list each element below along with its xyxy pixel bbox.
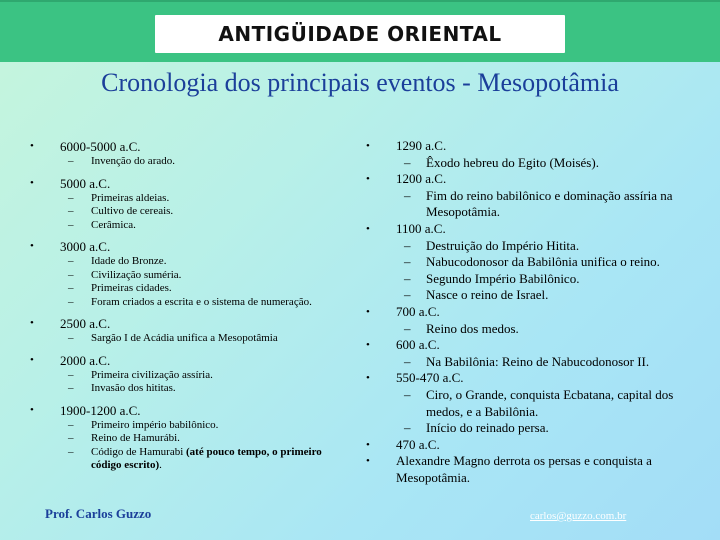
dash-icon: – [404, 187, 411, 203]
dash-icon: – [404, 237, 411, 253]
bullet-icon: • [366, 222, 370, 235]
bullet-icon: • [30, 317, 34, 329]
dash-icon: – [68, 368, 74, 381]
dash-icon: – [68, 295, 74, 308]
dash-icon: – [68, 205, 74, 217]
timeline-date: 2000 a.C. [60, 352, 111, 368]
timeline-date: 5000 a.C. [60, 175, 111, 191]
timeline-item [30, 402, 350, 473]
dash-icon: – [68, 218, 74, 231]
bullet-icon: • [30, 176, 34, 189]
timeline-sub: – Ciro, o Grande, conquista Ecbatana, capital dos medos, e a Babilônia. [404, 386, 674, 419]
dash-icon: – [404, 287, 411, 303]
timeline-item [366, 370, 696, 436]
timeline-sub: – Primeiras aldeias. [68, 191, 170, 204]
timeline-date: 700 a.C. [396, 303, 440, 319]
timeline-date: 2500 a.C. [60, 316, 111, 331]
dash-icon: – [68, 382, 74, 394]
dash-icon: – [404, 154, 411, 170]
timeline-sub: – Reino dos medos. [404, 320, 519, 336]
dash-icon: – [404, 386, 411, 402]
timeline-sub: – Êxodo hebreu do Egito (Moisés). [404, 154, 599, 170]
timeline-date: 1290 a.C. [396, 138, 447, 153]
page-subtitle: Cronologia dos principais eventos - Mesopotâmia [101, 68, 619, 97]
timeline-sub: – Primeiras cidades. [68, 282, 172, 294]
bullet-icon: • [30, 403, 34, 416]
timeline-sub: – Na Babilônia: Reino de Nabucodonosor II. [404, 353, 650, 369]
bullet-icon: • [366, 140, 370, 152]
timeline-date: 470 a.C. [396, 436, 440, 452]
header-title-box [155, 15, 565, 53]
bullet-icon: • [366, 305, 370, 318]
timeline-item [366, 221, 696, 304]
timeline-sub: – Início do reinado persa. [404, 420, 549, 436]
timeline-date: 1200 a.C. [396, 171, 447, 187]
timeline-item [366, 337, 696, 370]
timeline-sub: – Cultivo de cereais. [68, 205, 174, 217]
timeline-sub: – Fim do reino babilônico e dominação assíria na Mesopotâmia. [404, 187, 673, 220]
timeline-item [366, 437, 696, 454]
dash-icon: – [68, 332, 74, 344]
timeline-date: 600 a.C. [396, 337, 440, 353]
bold-note: (até pouco tempo, o primeiro código escrito) [91, 445, 322, 471]
timeline-sub: – Primeira civilização assíria. [68, 368, 213, 381]
dash-icon: – [68, 282, 74, 294]
timeline-item [30, 138, 350, 169]
bullet-icon: • [30, 140, 34, 152]
dash-icon: – [68, 191, 74, 204]
bullet-icon: • [366, 372, 370, 385]
author-name: Prof. Carlos Guzzo [45, 506, 152, 521]
email-link[interactable]: carlos@guzzo.com.br [530, 510, 627, 522]
dash-icon: – [404, 353, 411, 369]
timeline-sub: – Foram criados a escrita e o sistema de numeração. [68, 295, 312, 308]
timeline-sub: – Nasce o reino de Israel. [404, 287, 549, 303]
timeline-sub: – Invenção do arado. [68, 155, 175, 167]
timeline-sub: – Sargão I de Acádia unifica a Mesopotâmia [68, 332, 278, 344]
bullet-icon: • [366, 173, 370, 186]
bullet-icon: • [30, 240, 34, 252]
timeline-text: Alexandre Magno derrota os persas e conquista a Mesopotâmia. [396, 453, 652, 485]
timeline-sub: – Cerâmica. [68, 218, 136, 231]
timeline-item [366, 171, 696, 221]
dash-icon: – [404, 420, 411, 436]
dash-icon: – [68, 268, 74, 281]
timeline-date: 6000-5000 a.C. [60, 139, 141, 154]
bullet-icon: • [366, 438, 370, 451]
timeline-sub: – Invasão dos hititas. [68, 382, 176, 394]
dash-icon: – [404, 254, 411, 270]
timeline-date: 550-470 a.C. [396, 370, 464, 386]
dash-icon: – [404, 270, 411, 286]
timeline-item [30, 238, 350, 309]
bullet-icon: • [366, 339, 370, 352]
dash-icon: – [404, 320, 411, 336]
left-column [30, 138, 350, 479]
timeline-item [366, 453, 696, 486]
timeline-sub: – Código de Hamurabi (até pouco tempo, o primeiro código escrito). [68, 445, 322, 471]
timeline-sub: – Civilização suméria. [68, 268, 182, 281]
timeline-item [366, 304, 696, 337]
timeline-date: 1100 a.C. [396, 220, 446, 236]
dash-icon: – [68, 418, 74, 431]
timeline-date: 1900-1200 a.C. [60, 402, 141, 418]
dash-icon: – [68, 155, 74, 167]
dash-icon: – [68, 432, 74, 444]
timeline-item [30, 175, 350, 233]
timeline-item [366, 138, 696, 171]
header-title: ANTIGÜIDADE ORIENTAL [218, 22, 502, 46]
timeline-sub: – Nabucodonosor da Babilônia unifica o reino. [404, 254, 660, 270]
dash-icon: – [68, 255, 74, 267]
timeline-sub: – Primeiro império babilônico. [68, 418, 219, 431]
timeline-sub: – Reino de Hamurábi. [68, 432, 180, 444]
timeline-sub: – Idade do Bronze. [68, 255, 167, 267]
timeline-date: 3000 a.C. [60, 239, 111, 254]
bullet-icon: • [30, 353, 34, 366]
dash-icon: – [68, 445, 74, 458]
timeline-sub: – Destruição do Império Hitita. [404, 237, 580, 253]
timeline-item [30, 352, 350, 396]
header-bar [0, 0, 720, 62]
timeline-item [30, 315, 350, 346]
bullet-icon: • [366, 455, 370, 468]
timeline-sub: – Segundo Império Babilônico. [404, 270, 580, 286]
right-column [366, 138, 696, 486]
